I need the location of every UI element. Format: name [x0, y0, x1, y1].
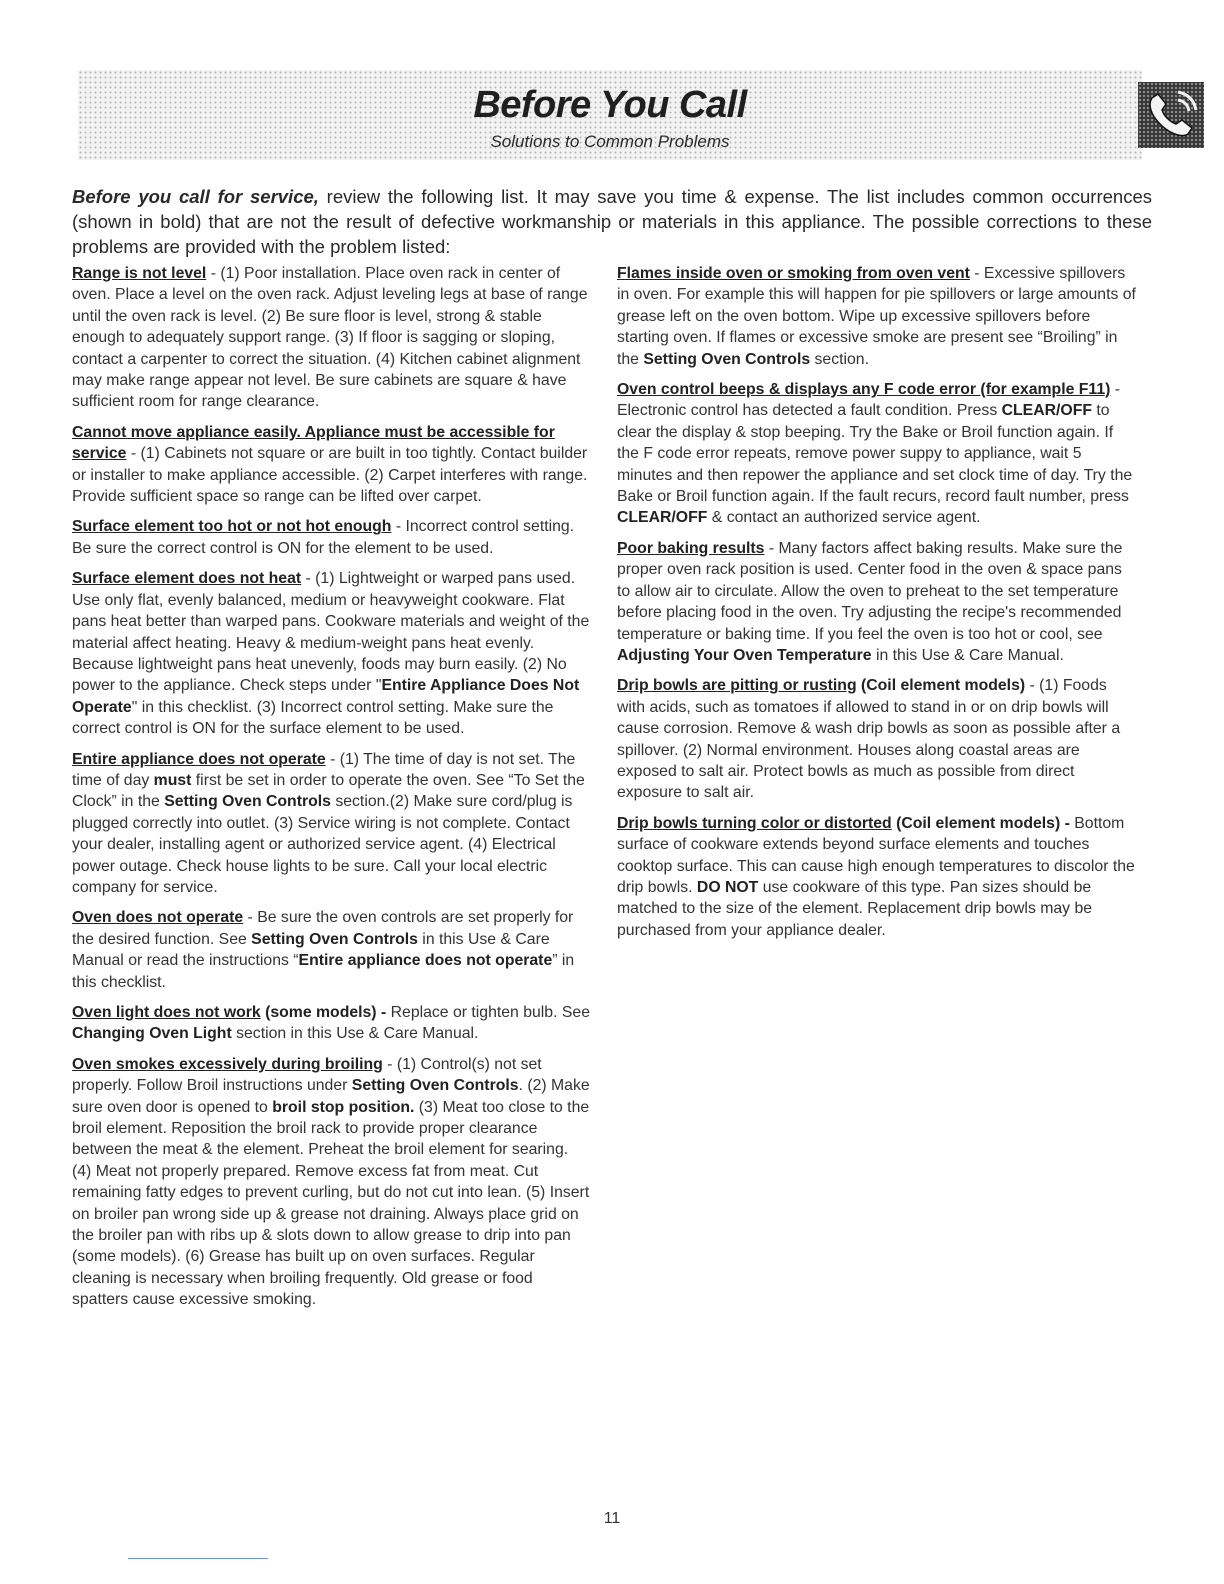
entry-text: " in this checklist. (3) Incorrect control setting. Make sure the correct control is ON for the surface element to be used. — [72, 698, 554, 738]
entry-bold: Adjusting Your Oven Temperature — [617, 646, 872, 664]
entry-bold: must — [153, 771, 192, 789]
entry-heading: Surface element too hot or not hot enough — [72, 518, 392, 536]
entry-surface-too-hot — [72, 516, 590, 559]
entry-text: - Be sure the oven controls are set properly for the desired function. See — [72, 909, 574, 948]
entry-bold: Setting Oven Controls — [251, 930, 418, 948]
entry-bold: Entire appliance does not operate — [298, 952, 553, 970]
entry-drip-color — [617, 813, 1139, 941]
entry-surface-not-heat — [72, 568, 590, 739]
entry-text: section. — [810, 350, 869, 368]
entry-text: - (1) Control(s) not set properly. Follow Broil instructions under — [72, 1055, 542, 1095]
entry-entire-not-operate — [72, 749, 590, 899]
entry-bold: CLEAR/OFF — [617, 509, 708, 527]
entry-text: . (2) Make sure oven door is opened to — [72, 1077, 590, 1116]
entry-heading: Drip bowls are pitting or rusting — [617, 677, 857, 695]
entry-oven-not-operate — [72, 907, 590, 993]
entry-oven-light — [72, 1002, 590, 1045]
entry-text: in this Use & Care Manual. — [871, 646, 1064, 664]
entry-bold: (Coil element models) — [856, 677, 1026, 695]
entry-text: - (1) Foods with acids, such as tomatoes if allowed to stand in or on drip bowls will cause corrosion. Remove & wash drip bowls as soon as possible after a spillover. (2) Normal environment. Houses along coastal areas are exposed to salt air. Protect bowls as much as possible from direct exposure to salt air. — [617, 677, 1121, 802]
page-title: Before You Call — [473, 84, 747, 126]
entry-heading: Range is not level — [72, 265, 207, 282]
entry-heading: Oven does not operate — [72, 909, 244, 927]
entry-drip-pitting — [617, 675, 1139, 803]
entry-heading: Flames inside oven or smoking from oven vent — [617, 265, 970, 282]
entry-heading: Oven smokes excessively during broiling — [72, 1055, 383, 1073]
entry-text: - (1) Cabinets not square or are built in too tightly. Contact builder or installer to make appliance accessible. (2) Carpet interferes with range. Provide sufficient space so range can be lifted over carpet. — [72, 445, 588, 506]
intro-lead: Before you call for service, — [72, 186, 319, 207]
entry-control-beeps — [617, 379, 1139, 529]
entry-text: in this Use & Care Manual or read the instructions “ — [72, 930, 550, 970]
entry-range-not-level — [72, 263, 590, 413]
page-number: 11 — [603, 1510, 621, 1527]
entry-heading: Oven control beeps & displays any F code error (for example F11) — [617, 381, 1111, 399]
entry-text: - Many factors affect baking results. Make sure the proper oven rack position is used. Center food in the oven & space pans to allow air to circulate. Allow the oven to preheat to the set temperature before placing food in the oven. Try adjusting the recipe's recommended temperature or baking time. If you feel the oven is too hot or cool, see — [617, 539, 1123, 643]
entry-text: section in this Use & Care Manual. — [231, 1025, 479, 1043]
entry-heading: Entire appliance does not operate — [72, 750, 326, 768]
entry-cannot-move — [72, 422, 590, 508]
entry-text: - Excessive spillovers in oven. For example this will happen for pie spillovers or large amounts of grease left on the oven bottom. Wipe up excessive spillovers before starting oven. If flames or excessive smoke are present see “Broiling” in the — [617, 265, 1136, 368]
entry-heading: Cannot move appliance easily. Appliance must be accessible for service — [72, 423, 555, 463]
entry-text: - (1) The time of day is not set. The time of day — [72, 750, 576, 789]
footer-divider — [128, 1558, 268, 1559]
header-banner — [78, 70, 1142, 160]
telephone-handset-icon — [1138, 82, 1204, 148]
entry-poor-baking — [617, 538, 1139, 666]
entry-text: section.(2) Make sure cord/plug is plugged correctly into outlet. (3) Service wiring is not complete. Contact your dealer, installing agent or authorized service agent. (4) Electrical power outage. Check house lights to be sure. Call your local electric company for service. — [72, 793, 573, 896]
entry-text: & contact an authorized service agent. — [707, 509, 981, 527]
entry-heading: Poor baking results — [617, 539, 765, 557]
entry-bold: DO NOT — [696, 878, 759, 896]
entry-bold: Setting Oven Controls — [351, 1077, 519, 1095]
left-column — [72, 263, 590, 1320]
intro-paragraph — [72, 184, 1152, 259]
entry-oven-smokes — [72, 1054, 590, 1311]
entry-text: - (1) Lightweight or warped pans used. Use only flat, evenly balanced, medium or heavyweight cookware. Flat pans heat better than warped pans. Cookware materials and weight of the material affect heating. Heavy & medium-weight pans heat evenly. Because lightweight pans heat unevenly, foods may burn easily. (2) No power to the appliance. Check steps under " — [72, 570, 590, 695]
entry-bold: Setting Oven Controls — [643, 350, 811, 368]
entry-text: use cookware of this type. Pan sizes should be matched to the size of the element. Replacement drip bowls may be purchased from your appliance dealer. — [617, 878, 1093, 939]
entry-heading: Oven light does not work — [72, 1004, 261, 1021]
entry-heading: Surface element does not heat — [72, 570, 302, 588]
entry-text: Bottom surface of cookware extends beyond surface elements and touches cooktop surface. This can cause high enough temperatures to discolor the drip bowls. — [617, 814, 1135, 896]
entry-text: - Incorrect control setting. Be sure the correct control is ON for the element to be used. — [72, 518, 575, 557]
entry-text: - Electronic control has detected a fault condition. Press — [617, 381, 1121, 420]
entry-bold: Entire Appliance Does Not Operate — [72, 677, 580, 716]
entry-bold: Changing Oven Light — [72, 1025, 232, 1043]
entry-flames — [617, 263, 1139, 370]
entry-text: - (1) Poor installation. Place oven rack in center of oven. Place a level on the oven rack. Adjust leveling legs at base of range until the oven rack is level. (2) Be sure floor is level, strong & stable enough to adequately support range. (3) If floor is sagging or sloping, contact a carpenter to correct the situation. (4) Kitchen cabinet alignment may make range appear not level. Be sure cabinets are square & have sufficient room for range clearance. — [72, 265, 588, 411]
entry-heading: Drip bowls turning color or distorted — [617, 814, 892, 832]
entry-bold: broil stop position. — [272, 1098, 415, 1116]
entry-text: Replace or tighten bulb. See — [390, 1004, 590, 1021]
entry-text: to clear the display & stop beeping. Try the Bake or Broil function again. If the F code error repeats, remove power suppy to appliance, wait 5 minutes and then repower the appliance and set clock time of day. Try the Bake or Broil function again. If the fault recurs, record fault number, press — [617, 402, 1133, 506]
entry-bold: (some models) - — [260, 1004, 391, 1021]
intro-text: review the following list. It may save you time & expense. The list includes common occurrences (shown in bold) that are not the result of defective workmanship or materials in this appliance. The possible corrections to these problems are provided with the problem listed: — [72, 186, 1152, 257]
entry-bold: Setting Oven Controls — [164, 793, 331, 811]
page-subtitle: Solutions to Common Problems — [490, 132, 730, 151]
right-column — [617, 263, 1139, 950]
entry-text: ” in this checklist. — [72, 952, 575, 991]
entry-text: first be set in order to operate the oven. See “To Set the Clock” in the — [72, 771, 585, 811]
entry-text: (3) Meat too close to the broil element. Reposition the broil rack to provide proper clearance between the meat & the element. Preheat the broil element for searing. (4) Meat not properly prepared. Remove excess fat from meat. Cut remaining fatty edges to prevent curling, but do not cut into lean. (5) Insert on broiler pan wrong side up & grease not draining. Always place grid on the broiler pan with ribs up & slots down to allow grease to drip into pan (some models). (6) Grease has built up on oven surfaces. Regular cleaning is necessary when broiling frequently. Old grease or food spatters cause excessive smoking. — [72, 1098, 590, 1309]
entry-bold: (Coil element models) - — [891, 814, 1075, 832]
entry-bold: CLEAR/OFF — [1001, 402, 1092, 420]
